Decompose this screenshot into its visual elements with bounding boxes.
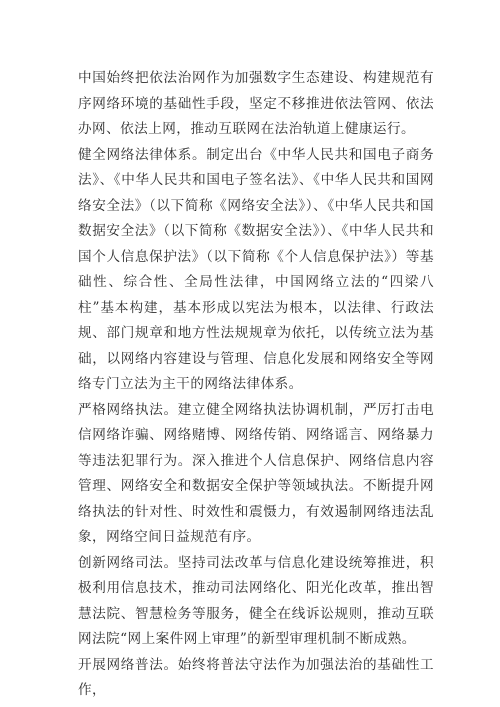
- paragraph-intro: 中国始终把依法治网作为加强数字生态建设、构建规范有序网络环境的基础性手段，坚定不移推进依法管网、依法办网、依法上网，推动互联网在法治轨道上健康运行。: [78, 70, 434, 137]
- paragraph-legal-education: 开展网络普法。始终将普法守法作为加强法治的基础性工作，: [78, 656, 434, 698]
- document-body: [78, 66, 434, 704]
- paragraph-legal-system: 健全网络法律体系。制定出台《中华人民共和国电子商务法》、《中华人民共和国电子签名法》、《中华人民共和国网络安全法》（以下简称《网络安全法》）、《中华人民共和国数据安全法》（以下简称《数据安全法》）、《中华人民共和国个人信息保护法》（以下简称《个人信息保护法》）等基础性、综合性、全局性法律，中国网络立法的“四梁八柱”基本构建，基本形成以宪法为根本，以法律、行政法规、部门规章和地方性法规规章为依托，以传统立法为基础，以网络内容建设与管理、信息化发展和网络安全等网络专门立法为主干的网络法律体系。: [78, 146, 434, 392]
- paragraph-judiciary: 创新网络司法。坚持司法改革与信息化建设统筹推进，积极利用信息技术，推动司法网络化、阳光化改革，推出智慧法院、智慧检务等服务，健全在线诉讼规则，推动互联网法院“网上案件网上审理”的新型审理机制不断成熟。: [78, 554, 434, 647]
- paragraph-law-enforcement: 严格网络执法。建立健全网络执法协调机制，严厉打击电信网络诈骗、网络赌博、网络传销、网络谣言、网络暴力等违法犯罪行为。深入推进个人信息保护、网络信息内容管理、网络安全和数据安全保护等领域执法。不断提升网络执法的针对性、时效性和震慑力，有效遏制网络违法乱象，网络空间日益规范有序。: [78, 401, 434, 545]
